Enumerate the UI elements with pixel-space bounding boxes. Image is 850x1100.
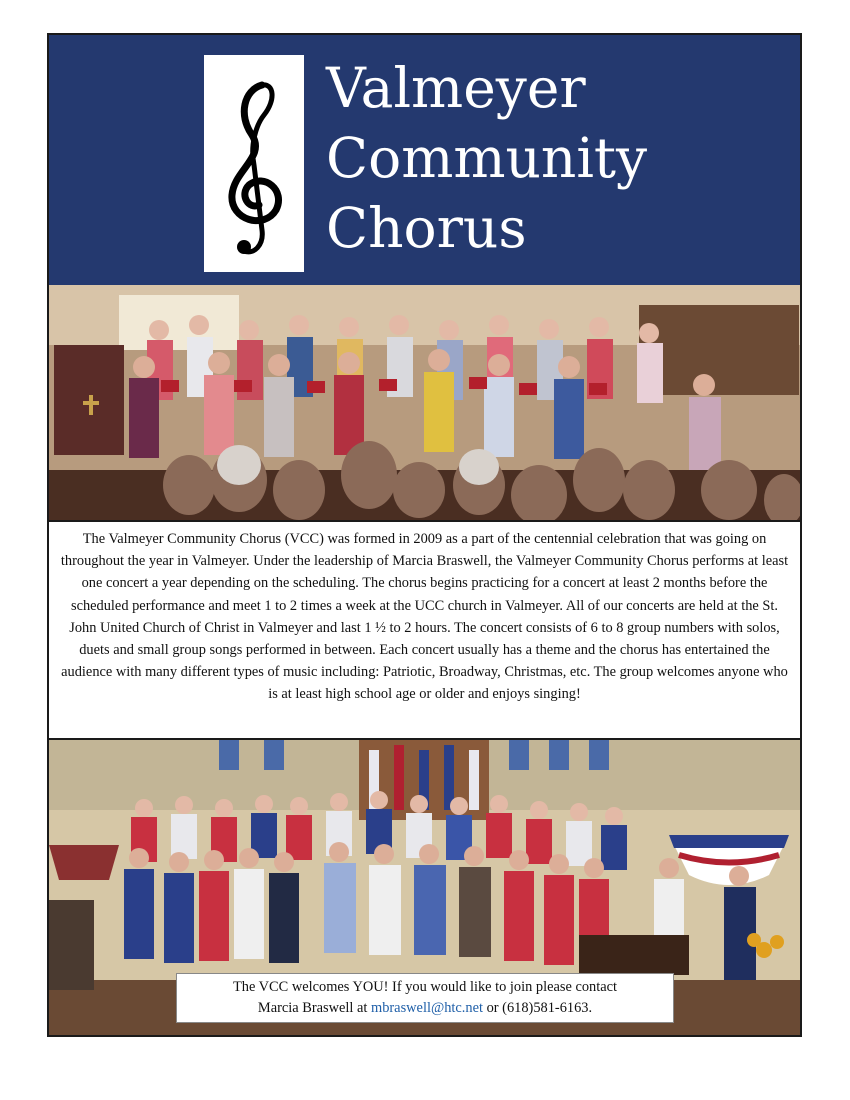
join-contact-box bbox=[176, 973, 674, 1023]
title-line-3: Chorus bbox=[326, 196, 527, 260]
title-line-2: Community bbox=[326, 126, 648, 190]
chorus-performance-photo bbox=[49, 285, 800, 520]
join-line-2-prefix: Marcia Braswell at bbox=[257, 1000, 371, 1016]
contact-email-link[interactable]: mbraswell@htc.net bbox=[371, 1000, 483, 1016]
title-line-1: Valmeyer bbox=[326, 56, 586, 120]
join-line-2-suffix: or (618)581-6163. bbox=[482, 1000, 593, 1016]
flyer-frame bbox=[47, 33, 802, 1037]
join-line-2 bbox=[177, 998, 673, 1019]
chorus-title bbox=[326, 53, 647, 263]
chorus-description: The Valmeyer Community Chorus (VCC) was formed in 2009 as a part of the centennial celebration that was going on throughout the year in Valmeyer. Under the leadership of Marcia Braswell, the Valmeyer Community Chorus performs at least one concert a year depending on the scheduling. The chorus begins practicing for a concert at least 2 months before the scheduled performance and meet 1 to 2 times a week at the UCC church in Valmeyer. All of our concerts are held at the St. John United Church of Christ in Valmeyer and last 1 ½ to 2 hours. The concert consists of 6 to 8 group numbers with solos, duets and small group songs performed in between. Each concert usually has a theme and the chorus has entertained the audience with many different types of music including: Patriotic, Broadway, Christmas, etc. The group welcomes anyone who is at least high school age or older and enjoys singing! bbox=[49, 520, 800, 738]
join-line-1: The VCC welcomes YOU! If you would like to join please contact bbox=[232, 979, 618, 995]
clef-logo-box bbox=[204, 55, 304, 272]
header-banner bbox=[49, 35, 800, 287]
treble-clef-icon bbox=[204, 55, 304, 272]
